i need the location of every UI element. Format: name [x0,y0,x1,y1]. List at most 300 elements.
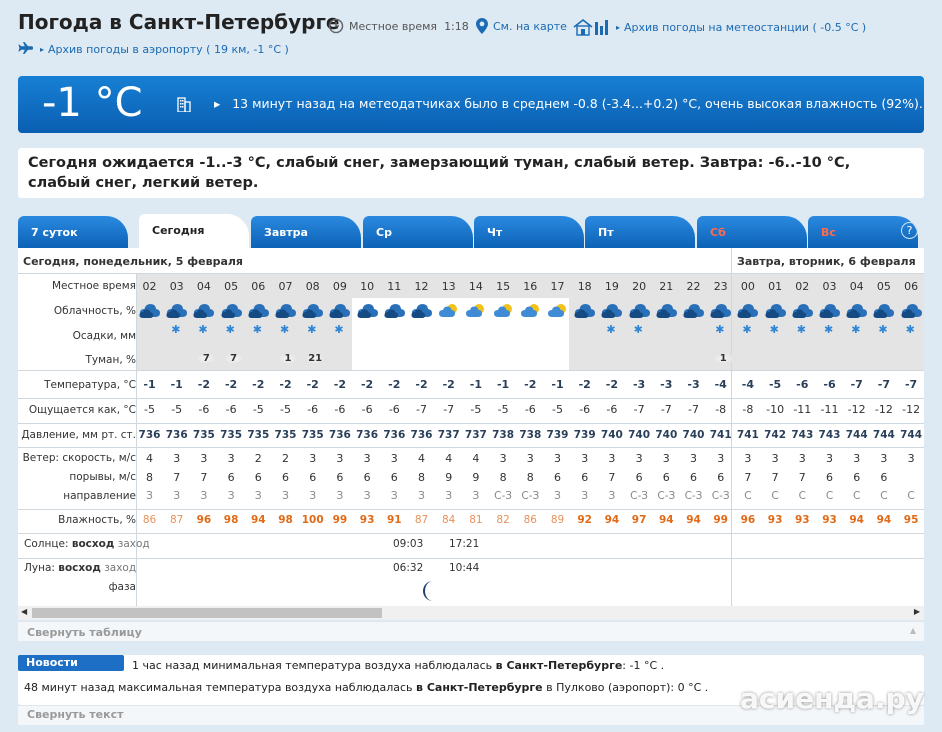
wind-speed-cell: 3 [526,452,534,465]
hour-cell: 23 [713,280,728,293]
gusts-cell: 8 [146,471,153,484]
feels-like-cell: -12 [874,403,893,416]
pressure-cell: 736 [138,429,161,441]
snow-icon: ✱ [171,323,181,336]
date-today: Сегодня, понедельник, 5 февраля [23,255,243,268]
feels-like-cell: -11 [793,403,812,416]
cloud-icon [845,301,869,319]
hour-cell: 17 [550,280,565,293]
gusts-cell: 6 [635,471,643,484]
temperature-cell: -1 [496,378,510,391]
humidity-cell: 91 [386,514,402,526]
gusts-cell: 7 [798,471,806,484]
humidity-cell: 98 [223,514,239,526]
label-gusts: порывы, м/с [69,471,136,483]
snow-icon: ✱ [796,323,807,336]
temperature-cell: -1 [551,378,564,391]
pressure-cell: 735 [220,429,243,441]
humidity-cell: 87 [414,514,429,526]
pressure-cell: 741 [736,429,759,441]
feels-like-cell: -12 [902,403,921,416]
feels-like-cell: -6 [606,403,618,416]
gusts-cell: 6 [254,471,262,484]
wind-speed-cell: 3 [907,452,915,465]
hour-cell: 09 [332,280,347,293]
feels-like-cell: -8 [715,403,727,416]
cloud-icon [328,301,352,319]
humidity-cell: 96 [740,514,756,526]
label-humidity: Влажность, % [58,514,136,526]
gusts-cell: 9 [445,471,453,484]
humidity-cell: 86 [523,514,537,526]
direction-cell: З [336,490,344,502]
snow-icon: ✱ [633,323,643,336]
humidity-cell: 86 [142,514,157,526]
direction-cell: З [418,490,425,502]
pressure-cell: 738 [519,429,542,441]
temperature-cell: -2 [333,378,346,391]
sunrise-time: 09:03 [393,538,424,550]
cloud-icon [410,301,434,319]
temperature-cell: -2 [442,378,455,391]
feels-like-cell: -5 [144,403,155,416]
humidity-cell: 93 [822,514,837,526]
cloud-icon [464,301,488,319]
news-item: 48 минут назад максимальная температура воздуха наблюдалась в Санкт-Петербурге в Пулково (аэропорт): 0 °C . [24,681,709,694]
row-divider [18,558,924,559]
watermark: асиенда.ру [740,682,924,715]
arrow-right-icon: ▸ [616,22,621,32]
wind-speed-cell: 4 [146,452,153,465]
cloud-icon [383,301,407,319]
direction-cell: С-З [657,490,676,502]
wind-speed-cell: 4 [472,452,480,465]
feels-like-cell: -11 [820,403,839,416]
hour-cell: 01 [768,280,783,293]
gusts-cell: 7 [173,471,181,484]
hour-cell: 06 [904,280,919,293]
direction-cell: З [254,490,262,502]
map-pin-icon [476,18,488,34]
temperature-cell: -4 [741,378,754,391]
snow-icon: ✱ [905,323,915,336]
direction-cell: З [363,490,371,502]
news-item: 1 час назад минимальная температура воздуха наблюдалась в Санкт-Петербурге: -1 °C . [132,659,665,672]
feels-like-cell: -7 [688,403,699,416]
feels-like-cell: -6 [579,403,591,416]
pressure-cell: 736 [410,429,433,441]
snow-icon: ✱ [334,323,344,336]
snow-icon: ✱ [252,323,263,336]
cloud-icon [437,301,461,319]
wind-speed-cell: 3 [227,452,235,465]
feels-like-cell: -8 [742,403,754,416]
forecast-summary: Сегодня ожидается -1..-3 °C, слабый снег, замерзающий туман, слабый ветер. Завтра: -6..-10 °C, слабый снег, легкий ветер. [18,148,924,198]
direction-cell: З [608,490,616,502]
page-title: Погода в Санкт-Петербурге [18,10,340,34]
cloud-icon [220,301,244,319]
pressure-cell: 736 [383,429,406,441]
wind-speed-cell: 3 [662,452,670,465]
feels-like-cell: -7 [416,403,427,416]
temperature-cell: -7 [850,378,863,391]
hour-cell: 04 [849,280,864,293]
direction-cell: С-З [494,490,513,502]
direction-cell: З [173,490,181,502]
wind-speed-cell: 4 [445,452,453,465]
wind-speed-cell: 3 [336,452,344,465]
humidity-cell: 96 [196,514,212,526]
wind-speed-cell: 3 [853,452,861,465]
wind-speed-cell: 3 [744,452,752,465]
cloud-icon [628,301,652,319]
news-tab[interactable]: Новости погоды [18,655,124,671]
page-header [18,8,938,40]
label-sun: Солнце: восход заход [24,538,150,550]
direction-cell: С [771,490,779,502]
direction-cell: С [880,490,888,502]
humidity-cell: 84 [442,514,456,526]
label-pressure: Давление, мм рт. ст. [21,429,136,441]
cloud-icon [301,301,325,319]
hour-cell: 14 [468,280,483,293]
cloud-icon [274,301,298,319]
cloud-icon [736,301,760,319]
temperature-cell: -2 [415,378,428,391]
wind-speed-cell: 2 [254,452,262,465]
humidity-cell: 87 [170,514,184,526]
direction-cell: З [472,490,480,502]
fog-cell: 1 [713,353,733,364]
hour-cell: 02 [142,280,157,293]
temperature-cell: -5 [768,378,782,391]
hour-cell: 00 [740,280,755,293]
scroll-left-icon[interactable]: ◀ [21,607,28,616]
cloud-icon [655,301,679,319]
wind-speed-cell: 3 [690,452,697,465]
hour-cell: 08 [305,280,320,293]
date-tomorrow: Завтра, вторник, 6 февраля [737,255,916,268]
feels-like-cell: -6 [524,403,536,416]
direction-cell: З [146,490,153,502]
label-temp: Температура, °C [44,379,136,391]
pressure-cell: 744 [872,429,895,441]
cloud-icon [764,301,788,319]
wind-speed-cell: 3 [363,452,371,465]
temperature-cell: -2 [224,378,238,391]
gusts-cell: 9 [472,471,480,484]
gusts-cell: 6 [227,471,235,484]
feels-like-cell: -5 [252,403,264,416]
pressure-cell: 743 [791,429,814,441]
hour-cell: 05 [876,280,891,293]
humidity-cell: 95 [903,514,919,526]
snow-icon: ✱ [280,323,290,336]
pressure-cell: 740 [600,429,623,441]
wind-speed-cell: 3 [173,452,181,465]
feels-like-cell: -7 [633,403,645,416]
hour-cell: 18 [577,280,592,293]
snow-icon: ✱ [715,323,725,336]
hour-cell: 11 [387,280,402,293]
wind-speed-cell: 4 [418,452,425,465]
direction-cell: З [554,490,561,502]
direction-cell: С [825,490,834,502]
cloud-icon [573,301,597,319]
direction-cell: С-З [630,490,649,502]
hour-cell: 10 [360,280,375,293]
label-moon: Луна: восход заход [24,562,137,574]
humidity-cell: 94 [686,514,701,526]
collapse-table-button[interactable]: Свернуть таблицу ▲ [18,621,924,641]
snow-icon: ✱ [742,323,752,336]
station-archive-link[interactable]: ▸ Архив погоды на метеостанции ( -0.5 °C ) [573,18,866,36]
gusts-cell: 7 [200,471,208,484]
tab-thursday[interactable]: Чт [474,216,584,248]
date-bar [18,248,924,273]
gusts-cell: 6 [717,471,725,484]
local-time: Местное время 1:18 [328,18,469,34]
station-icon [573,18,611,36]
current-weather-panel [18,76,924,133]
wind-speed-cell: 3 [826,452,833,465]
tab-today[interactable]: Сегодня [139,214,249,248]
temperature-cell: -3 [632,378,646,391]
fog-cell: 1 [278,353,298,364]
feels-like-cell: -6 [361,403,373,416]
cloud-icon [138,301,162,319]
direction-cell: С [907,490,915,502]
gusts-cell: 6 [880,471,888,484]
pressure-cell: 743 [818,429,841,441]
gusts-cell: 7 [608,471,616,484]
humidity-cell: 97 [631,514,647,526]
gusts-cell: 6 [336,471,344,484]
scroll-thumb[interactable] [32,608,382,618]
direction-cell: З [390,490,398,502]
temperature-cell: -2 [605,378,618,391]
gusts-cell: 6 [309,471,317,484]
airport-archive-link[interactable]: ▸ Архив погоды в аэропорту ( 19 км, -1 °C ) [18,42,289,56]
snow-icon: ✱ [307,323,317,336]
cloud-icon [492,301,516,319]
pressure-cell: 736 [328,429,351,441]
feels-like-cell: -7 [443,403,455,416]
humidity-cell: 81 [469,514,483,526]
snow-icon: ✱ [851,323,861,336]
sunset-time: 17:21 [449,538,480,550]
cloud-icon [682,301,706,319]
direction-cell: З [282,490,289,502]
humidity-cell: 93 [767,514,783,526]
gusts-cell: 6 [390,471,398,484]
tab-sunday[interactable]: Вс [808,216,918,248]
feels-like-cell: -5 [497,403,509,416]
label-time: Местное время [51,280,136,292]
moonrise-time: 06:32 [393,562,424,574]
humidity-cell: 94 [876,514,892,526]
direction-cell: С [798,490,806,502]
row-divider [18,370,924,371]
wind-speed-cell: 3 [717,452,725,465]
direction-cell: З [309,490,317,502]
gusts-cell: 7 [771,471,779,484]
hour-cell: 16 [523,280,538,293]
tab-tomorrow[interactable]: Завтра [251,216,361,248]
temperature-cell: -6 [823,378,836,391]
gusts-cell: 8 [418,471,425,484]
humidity-cell: 93 [794,514,810,526]
hour-cell: 12 [414,280,429,293]
gusts-cell: 7 [744,471,752,484]
direction-cell: З [581,490,589,502]
cloud-icon [356,301,380,319]
feels-like-cell: -6 [225,403,237,416]
temperature-cell: -7 [877,378,890,391]
cloud-icon [709,301,733,319]
label-fog: Туман, % [85,354,136,366]
pressure-cell: 736 [356,429,379,441]
cloud-icon [247,301,271,319]
hour-cell: 20 [632,280,647,293]
help-icon[interactable]: ? [901,222,918,239]
arrow-right-icon: ▸ [40,44,45,54]
hour-cell: 21 [659,280,674,293]
row-divider [18,273,924,274]
clock-icon [328,18,344,34]
cloud-icon [818,301,842,319]
gusts-cell: 8 [499,471,507,484]
pressure-cell: 739 [573,429,596,441]
pressure-cell: 737 [464,429,487,441]
wind-speed-cell: 3 [608,452,616,465]
pressure-cell: 742 [764,429,787,441]
row-divider [18,423,924,424]
current-weather-text: ▸ 13 минут назад на метеодатчиках было в среднем -0.8 (-3.4...+0.2) °C, очень высокая влажность (92%). [214,96,923,111]
direction-cell: З [227,490,235,502]
wind-speed-cell: 2 [282,452,289,465]
gusts-cell: 6 [363,471,371,484]
humidity-cell: 94 [658,514,674,526]
map-link[interactable]: См. на карте [476,18,567,34]
humidity-cell: 100 [301,514,324,526]
humidity-cell: 93 [359,514,375,526]
hour-cell: 07 [278,280,293,293]
day-tabs [18,214,924,248]
gusts-cell: 6 [581,471,589,484]
current-temperature: -1 °C [42,80,143,126]
pressure-cell: 736 [165,429,188,441]
pressure-cell: 740 [655,429,678,441]
pressure-cell: 744 [845,429,868,441]
moonset-time: 10:44 [449,562,480,574]
temperature-cell: -2 [252,378,265,391]
wind-speed-cell: 3 [771,452,779,465]
gusts-cell: 8 [526,471,534,484]
pressure-cell: 740 [682,429,705,441]
pressure-cell: 744 [900,429,923,441]
direction-cell: С-З [684,490,703,502]
gusts-cell: 6 [853,471,861,484]
cloud-icon [192,301,216,319]
direction-cell: З [445,490,453,502]
hour-cell: 02 [795,280,810,293]
cloud-icon [872,301,896,319]
scroll-right-icon[interactable]: ▶ [913,607,920,616]
temperature-cell: -4 [714,378,727,391]
fog-cell: 7 [196,353,216,364]
feels-like-cell: -10 [766,403,785,416]
hour-cell: 19 [604,280,619,293]
hour-cell: 22 [686,280,701,293]
cloud-icon [546,301,570,319]
feels-like-cell: -5 [280,403,291,416]
humidity-cell: 92 [577,514,592,526]
wind-speed-cell: 3 [798,452,806,465]
cloud-icon [519,301,543,319]
snow-icon: ✱ [769,323,779,336]
humidity-cell: 98 [278,514,293,526]
direction-cell: С [744,490,752,502]
pressure-cell: 735 [301,429,324,441]
table-scrollbar[interactable] [18,606,924,620]
row-divider [18,533,924,534]
tab-friday[interactable]: Пт [585,216,695,248]
temperature-cell: -2 [197,378,210,391]
tab-7-days[interactable]: 7 суток [18,216,128,248]
direction-cell: З [200,490,208,502]
row-divider [18,398,924,399]
label-moon-phase: фаза [108,581,136,593]
feels-like-cell: -7 [660,403,672,416]
tab-wednesday[interactable]: Ср [363,216,473,248]
label-wind-speed: Ветер: скорость, м/с [22,452,136,464]
feels-like-cell: -6 [334,403,346,416]
temperature-cell: -1 [143,378,156,391]
fog-cell: 7 [224,353,244,364]
pressure-cell: 740 [628,429,651,441]
tab-saturday[interactable]: Сб [697,216,807,248]
direction-cell: С-З [521,490,540,502]
moon-phase-icon [420,580,440,602]
label-direction: направление [63,490,136,502]
feels-like-cell: -6 [307,403,319,416]
hour-cell: 06 [251,280,266,293]
wind-speed-cell: 3 [309,452,317,465]
pressure-cell: 735 [274,429,297,441]
humidity-cell: 94 [849,514,864,526]
collapse-up-icon[interactable]: ▲ [909,626,916,635]
wind-speed-cell: 3 [581,452,589,465]
humidity-cell: 94 [250,514,266,526]
row-divider [18,509,924,510]
feels-like-cell: -6 [388,403,400,416]
feels-like-cell: -12 [847,403,866,416]
collapse-text-button[interactable]: Свернуть текст [18,705,924,725]
snow-icon: ✱ [606,323,616,336]
hour-cell: 13 [441,280,456,293]
temperature-cell: -2 [360,378,374,391]
feels-like-cell: -6 [198,403,210,416]
label-cloud: Облачность, % [53,305,136,317]
pressure-cell: 738 [492,429,515,441]
wind-speed-cell: 3 [200,452,208,465]
temperature-cell: -2 [388,378,401,391]
humidity-cell: 94 [604,514,620,526]
snow-icon: ✱ [225,323,235,336]
wind-speed-cell: 3 [499,452,507,465]
cloud-icon [165,301,189,319]
